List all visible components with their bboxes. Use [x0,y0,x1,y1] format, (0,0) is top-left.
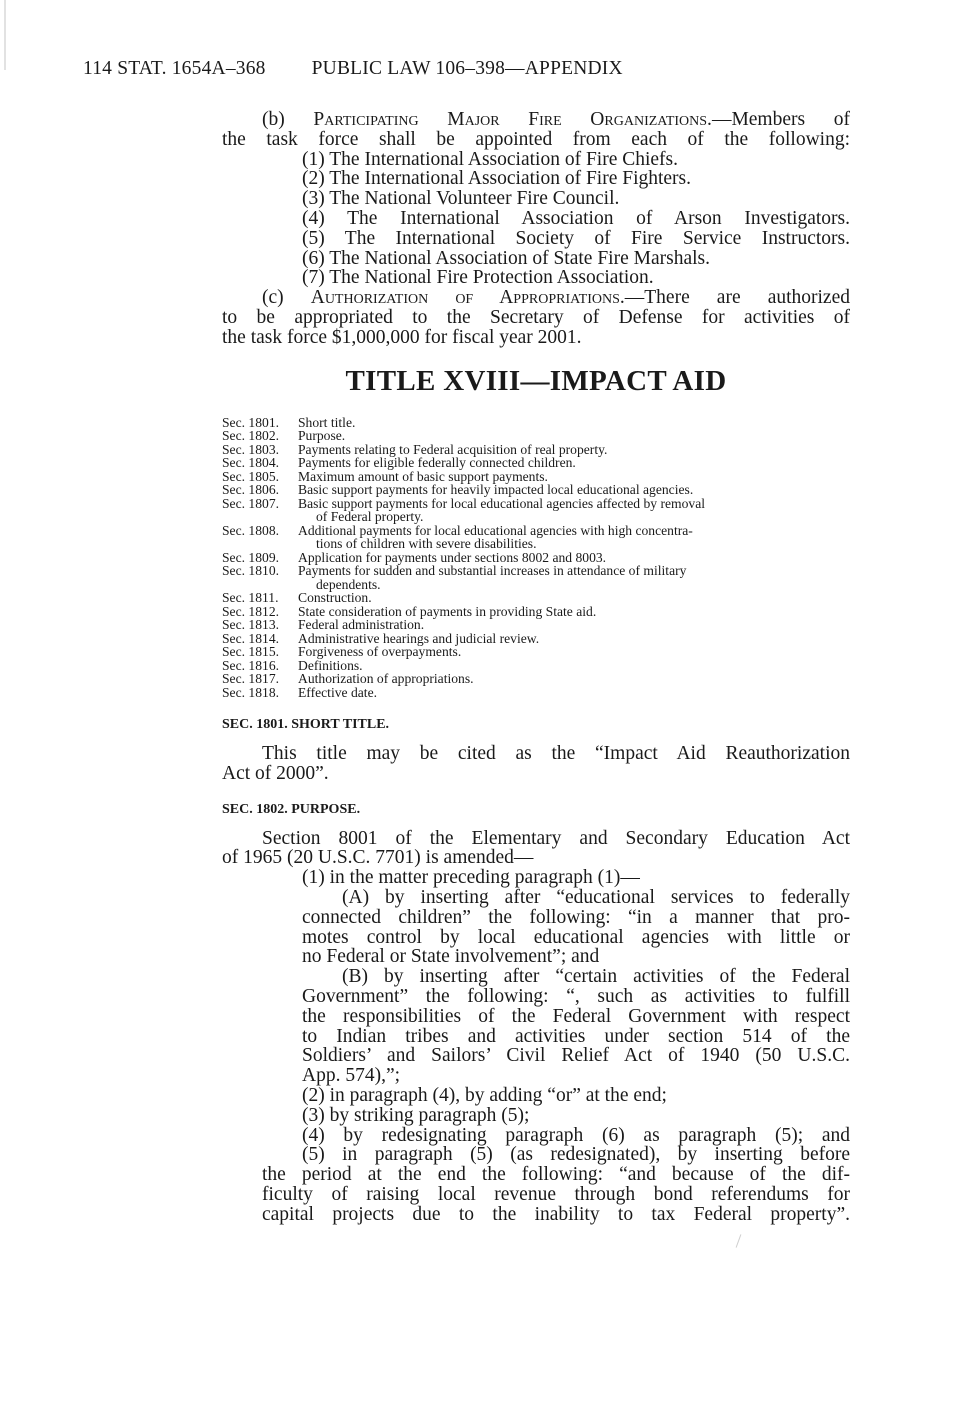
toc-section-title: Payments for eligible federally connected children. [298,455,576,471]
sec-1802-line: (5) in paragraph (5) (as redesignated), by inserting before [302,1144,850,1166]
sec-1801-line2: Act of 2000”. [222,762,329,784]
toc-section-number: Sec. 1807. [222,495,280,511]
toc-section-title: Forgiveness of overpayments. [298,644,462,660]
subsec-b-line1 [222,110,850,130]
toc-entry [222,672,850,686]
toc-entry [222,510,850,524]
sec-1802-line: Soldiers’ and Sailors’ Civil Relief Act of 1940 (50 U.S.C. [302,1045,850,1067]
header-law-title: PUBLIC LAW 106–398—APPENDIX [311,58,623,79]
sec-1801-heading: SEC. 1801. SHORT TITLE. [222,717,390,733]
toc-section-title: Federal administration. [298,617,425,633]
toc-section-number: Sec. 1816. [222,657,280,673]
page-body [222,110,850,1225]
toc-section-number: Sec. 1803. [222,441,280,457]
subsec-b-lead: (b) [262,109,285,130]
sec-1802-line: ficulty of raising local revenue through bond referendums for [262,1184,850,1205]
toc-section-number: Sec. 1806. [222,482,280,498]
toc-section-title: Administrative hearings and judicial review. [298,630,540,646]
toc-entry [222,591,850,605]
sec-1802-line: (1) in the matter preceding paragraph (1)— [302,867,640,889]
toc-section-number [222,537,298,551]
toc-entry [222,470,850,484]
sec-1802-line: Government” the following: “, such as activities to fulfill [302,986,850,1008]
sec-1802-line: to Indian tribes and activities under section 514 of the [302,1025,850,1047]
toc-section-title: Additional payments for local educational agencies with high concentra- [298,522,693,538]
toc-section-title: Application for payments under sections 8002 and 8003. [298,549,607,565]
toc-section-number: Sec. 1811. [222,590,279,606]
sec-1802-line: of 1965 (20 U.S.C. 7701) is amended— [222,847,534,869]
toc-section-number: Sec. 1805. [222,468,280,484]
subsec-c-line3: the task force $1,000,000 for fiscal year 2001. [222,326,582,348]
toc-section-title: Construction. [298,590,372,606]
subsec-b-item-1: (1) The International Association of Fire Chiefs. [302,148,679,170]
sec-1802-line: (2) in paragraph (4), by adding “or” at the end; [302,1085,667,1107]
toc-entry [222,686,850,700]
toc-section-title: Authorization of appropriations. [298,671,474,687]
toc-entry [222,551,850,565]
subsec-b-text1: —Members of [711,109,850,130]
toc-section-number: Sec. 1810. [222,563,280,579]
scan-speck [736,1234,742,1247]
toc-section-title: Purpose. [298,428,346,444]
toc-entry [222,416,850,430]
sec-1802-heading: SEC. 1802. PURPOSE. [222,801,361,817]
sec-1802-line: connected children” the following: “in a manner that pro- [302,906,850,928]
subsec-c-text1: —There are authorized [624,287,850,309]
sec-1802-line: (B) by inserting after “certain activities of the Federal [342,966,850,988]
sec-1802-line: motes control by local educational agencies with little or [302,926,850,948]
subsec-b-item-7: (7) The National Fire Protection Association. [302,267,654,289]
sec-1802-line: the period at the end the following: “and because of the dif- [262,1164,850,1186]
toc-section-number: Sec. 1815. [222,644,280,660]
toc-section-number: Sec. 1801. [222,414,280,430]
toc-entry [222,605,850,619]
toc-section-title: Short title. [298,414,356,430]
title-table-of-contents [222,416,850,700]
toc-section-title: State consideration of payments in providing State aid. [298,603,597,619]
toc-section-title: Definitions. [298,657,363,673]
toc-section-title: Payments for sudden and substantial increases in attendance of military [298,563,687,579]
sec-1802-line: (3) by striking paragraph (5); [302,1104,530,1126]
toc-section-number [222,578,298,592]
toc-entry [222,456,850,470]
toc-entry [222,483,850,497]
subsec-c-line1 [222,288,850,308]
subsec-c-line2: to be appropriated to the Secretary of Defense for activities of [222,306,850,328]
sec-1802-line: (A) by inserting after “educational services to federally [342,887,850,909]
toc-section-title: tions of children with severe disabilities. [316,536,537,552]
sec-1802-line: no Federal or State involvement”; and [302,946,600,968]
toc-section-title: Effective date. [298,684,378,700]
toc-section-number: Sec. 1817. [222,671,280,687]
subsec-b-item-4: (4) The International Association of Arson Investigators. [302,207,850,229]
toc-section-title: dependents. [316,576,381,592]
toc-entry [222,497,850,511]
toc-section-number: Sec. 1808. [222,522,280,538]
sec-1802-line: (4) by redesignating paragraph (6) as paragraph (5); and [302,1124,850,1146]
subsec-b-caption: Participating Major Fire Organizations. [313,109,712,130]
subsec-b-line2: the task force shall be appointed from each of the following: [222,128,850,150]
sec-1802-line: App. 574),”; [302,1065,401,1087]
toc-section-title: Maximum amount of basic support payments. [298,468,548,484]
toc-section-number: Sec. 1804. [222,455,280,471]
sec-1801-line1: This title may be cited as the “Impact Aid Reauthorization [262,743,850,765]
header-stat-citation: 114 STAT. 1654A–368 [83,58,266,79]
toc-entry [222,578,850,592]
toc-entry [222,443,850,457]
sec-1802-line: the responsibilities of the Federal Government with respect [302,1005,850,1027]
subsec-c-caption: Authorization of Appropriations. [310,287,625,309]
subsec-b-item-2: (2) The International Association of Fire Fighters. [302,168,692,190]
toc-section-number: Sec. 1813. [222,617,280,633]
subsec-b-item-3: (3) The National Volunteer Fire Council. [302,188,620,210]
subsec-c-lead: (c) [262,287,284,309]
toc-section-number: Sec. 1814. [222,630,280,646]
toc-section-title: of Federal property. [316,509,424,525]
toc-section-title: Basic support payments for heavily impacted local educational agencies. [298,482,694,498]
toc-section-number: Sec. 1812. [222,603,280,619]
toc-section-number: Sec. 1818. [222,684,280,700]
toc-entry [222,524,850,538]
toc-entry [222,564,850,578]
subsec-b-item-6: (6) The National Association of State Fire Marshals. [302,247,710,269]
page-header [83,58,623,80]
toc-section-title: Basic support payments for local educational agencies affected by removal [298,495,706,511]
title-heading: TITLE XVIII—IMPACT AID [345,364,727,397]
toc-entry [222,429,850,443]
toc-entry [222,645,850,659]
toc-section-number: Sec. 1809. [222,549,280,565]
toc-entry [222,618,850,632]
toc-entry [222,659,850,673]
subsec-b-item-5: (5) The International Society of Fire Service Instructors. [302,227,850,249]
toc-section-title: Payments relating to Federal acquisition of real property. [298,441,608,457]
sec-1802-line: capital projects due to the inability to tax Federal property”. [262,1203,850,1225]
toc-section-number [222,510,298,524]
toc-entry [222,632,850,646]
toc-entry [222,537,850,551]
sec-1802-line: Section 8001 of the Elementary and Secondary Education Act [262,827,850,849]
scan-edge-mark [4,0,6,70]
toc-section-number: Sec. 1802. [222,428,280,444]
